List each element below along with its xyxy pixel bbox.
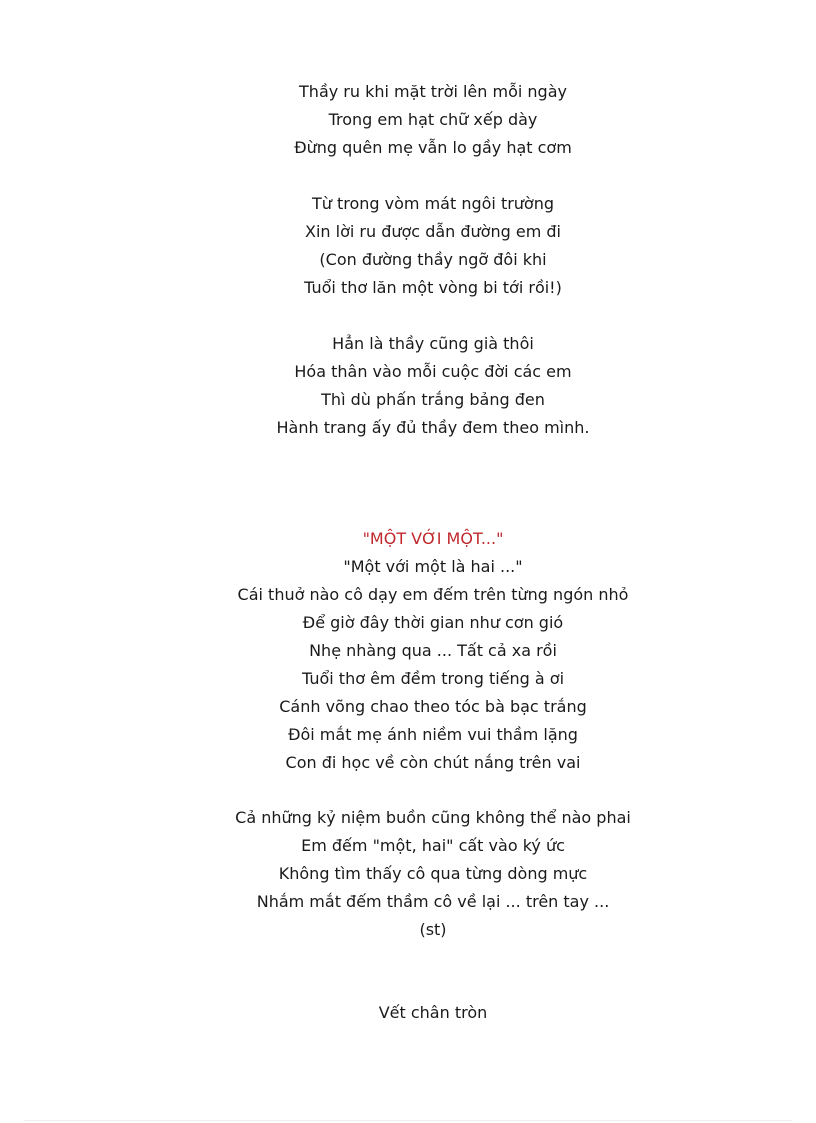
poem1-line: Xin lời ru được dẫn đường em đi [305,222,561,241]
poem2-line: Nhắm mắt đếm thầm cô về lại ... trên tay ... [256,892,610,911]
poem2-line: Em đếm "một, hai" cất vào ký ức [301,836,565,855]
signature: Vết chân tròn [378,1003,488,1022]
poem2-line: Cả những kỷ niệm buồn cũng không thể nào phai [235,808,631,827]
poem2-line: Đôi mắt mẹ ánh niềm vui thầm lặng [288,725,578,744]
poem1-line: Tuổi thơ lăn một vòng bi tới rồi!) [304,278,562,297]
page-bottom-divider [24,1120,792,1121]
poem1-line: Đừng quên mẹ vẫn lo gầy hạt cơm [294,138,572,157]
poem2-line: Không tìm thấy cô qua từng dòng mực [278,864,588,883]
poem2-line: "Một với một là hai ..." [343,557,523,576]
poem2-line: Tuổi thơ êm đềm trong tiếng à ơi [301,669,565,688]
poem2-line: Cánh võng chao theo tóc bà bạc trắng [279,697,587,716]
poem2-line: Nhẹ nhàng qua ... Tất cả xa rồi [309,641,557,660]
poem1-line: Hẳn là thầy cũng già thôi [332,334,534,353]
poem2-line: Con đi học về còn chút nắng trên vai [285,753,581,772]
poem2-title: "MỘT VỚI MỘT..." [362,529,504,548]
poem1-line: Thầy ru khi mặt trời lên mỗi ngày [299,82,567,101]
poem1-line: Hóa thân vào mỗi cuộc đời các em [294,362,572,381]
poem1-line: (Con đường thầy ngỡ đôi khi [319,250,547,269]
poem2-line: Cái thuở nào cô dạy em đếm trên từng ngón nhỏ [237,585,629,604]
source-note: (st) [419,920,447,939]
poem1-line: Trong em hạt chữ xếp dày [328,110,538,129]
poem2-line: Để giờ đây thời gian như cơn gió [302,613,564,632]
poem1-line: Từ trong vòm mát ngôi trường [311,194,555,213]
poem1-line: Thì dù phấn trắng bảng đen [321,390,545,409]
poem1-line: Hành trang ấy đủ thầy đem theo mình. [276,418,590,437]
